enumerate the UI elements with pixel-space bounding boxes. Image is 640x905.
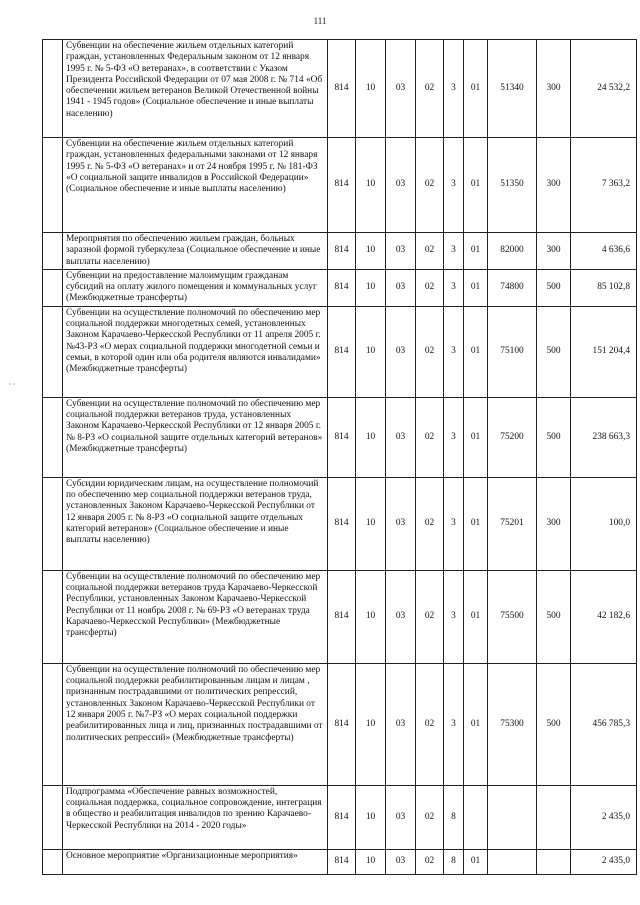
amount: 238 663,3 <box>571 397 637 477</box>
table-row <box>43 785 637 849</box>
row-name: Субвенции на осуществление полномочий по обеспечению мер социальной поддержки ветеранов труда Карачаево-Черкесской Республики, установленных Законом Карачаево-Черкесской Республики от 11 ноябрь 2008 г. № 69-РЗ «О ветеранах труда Карачаево-Черкесской Республики» (Межбюджетные трансферты) <box>63 570 328 663</box>
expense-type-code: 500 <box>537 570 571 663</box>
subsection-code: 03 <box>386 269 416 306</box>
budget-table <box>42 39 637 875</box>
subprogram-code: 3 <box>444 663 464 785</box>
section-code: 10 <box>356 233 386 270</box>
event-code: 01 <box>464 663 488 785</box>
table-row <box>43 138 637 233</box>
ministry-code: 814 <box>328 306 356 397</box>
expense-type-code: 300 <box>537 233 571 270</box>
expense-type-code: 300 <box>537 477 571 570</box>
direction-code: 75100 <box>488 306 537 397</box>
program-code: 02 <box>416 785 444 849</box>
row-stub-cell <box>43 138 63 233</box>
event-code <box>464 785 488 849</box>
ministry-code: 814 <box>328 849 356 874</box>
row-name: Субвенции на обеспечение жильем отдельных категорий граждан, установленных Федеральным законом от 12 января 1995 г. № 5-ФЗ «О ветеранах», в соответствии с Указом Президента Российской Федерации от 07 мая 2008 г. № 714 «Об обеспечении жильем ветеранов Великой Отечественной войны 1941 - 1945 годов» (Социальное обеспечение и иные выплаты населению) <box>63 40 328 138</box>
subprogram-code: 3 <box>444 269 464 306</box>
row-stub-cell <box>43 40 63 138</box>
expense-type-code: 500 <box>537 663 571 785</box>
subsection-code: 03 <box>386 40 416 138</box>
row-name: Мероприятия по обеспечению жильем граждан, больных заразной формой туберкулеза (Социальное обеспечение и иные выплаты населению) <box>63 233 328 270</box>
section-code: 10 <box>356 138 386 233</box>
subsection-code: 03 <box>386 477 416 570</box>
direction-code <box>488 849 537 874</box>
section-code: 10 <box>356 40 386 138</box>
row-name: Основное мероприятие «Организационные мероприятия» <box>63 849 328 874</box>
row-stub-cell <box>43 477 63 570</box>
event-code: 01 <box>464 397 488 477</box>
program-code: 02 <box>416 397 444 477</box>
subsection-code: 03 <box>386 663 416 785</box>
row-stub-cell <box>43 233 63 270</box>
event-code: 01 <box>464 138 488 233</box>
ministry-code: 814 <box>328 663 356 785</box>
subsection-code: 03 <box>386 138 416 233</box>
subprogram-code: 3 <box>444 397 464 477</box>
direction-code: 82000 <box>488 233 537 270</box>
subprogram-code: 3 <box>444 570 464 663</box>
subprogram-code: 3 <box>444 40 464 138</box>
program-code: 02 <box>416 477 444 570</box>
subsection-code: 03 <box>386 570 416 663</box>
amount: 151 204,4 <box>571 306 637 397</box>
section-code: 10 <box>356 477 386 570</box>
section-code: 10 <box>356 663 386 785</box>
direction-code: 75500 <box>488 570 537 663</box>
section-code: 10 <box>356 269 386 306</box>
section-code: 10 <box>356 397 386 477</box>
page-number: 111 <box>313 16 327 26</box>
table-row <box>43 570 637 663</box>
ministry-code: 814 <box>328 138 356 233</box>
table-body <box>43 40 637 875</box>
ministry-code: 814 <box>328 397 356 477</box>
table-row <box>43 849 637 874</box>
subprogram-code: 8 <box>444 849 464 874</box>
subprogram-code: 3 <box>444 138 464 233</box>
row-stub-cell <box>43 397 63 477</box>
section-code: 10 <box>356 306 386 397</box>
program-code: 02 <box>416 269 444 306</box>
row-stub-cell <box>43 785 63 849</box>
row-name: Субвенции на осуществление полномочий по обеспечению мер социальной поддержки многодетных семей, установленных Законом Карачаево-Черкесской Республики от 11 апреля 2005 г. №43-РЗ «О мерах социальной поддержки многодетной семьи и семьи, в которой один или оба родителя являются инвалидами» (Межбюджетные трансферты) <box>63 306 328 397</box>
amount: 2 435,0 <box>571 849 637 874</box>
subsection-code: 03 <box>386 785 416 849</box>
table-row <box>43 397 637 477</box>
section-code: 10 <box>356 849 386 874</box>
table-row <box>43 306 637 397</box>
direction-code: 74800 <box>488 269 537 306</box>
section-code: 10 <box>356 785 386 849</box>
ministry-code: 814 <box>328 233 356 270</box>
amount: 456 785,3 <box>571 663 637 785</box>
row-stub-cell <box>43 269 63 306</box>
expense-type-code <box>537 849 571 874</box>
amount: 85 102,8 <box>571 269 637 306</box>
program-code: 02 <box>416 306 444 397</box>
expense-type-code: 300 <box>537 40 571 138</box>
table-row <box>43 663 637 785</box>
amount: 100,0 <box>571 477 637 570</box>
program-code: 02 <box>416 40 444 138</box>
amount: 42 182,6 <box>571 570 637 663</box>
expense-type-code: 500 <box>537 269 571 306</box>
table-row <box>43 477 637 570</box>
row-stub-cell <box>43 849 63 874</box>
row-stub-cell <box>43 306 63 397</box>
direction-code: 51340 <box>488 40 537 138</box>
subprogram-code: 3 <box>444 306 464 397</box>
row-name: Субсидии юридическим лицам, на осуществление полномочий по обеспечению мер социальной поддержки ветеранов труда, установленных Законом Карачаево-Черкесской Республики от 12 января 2005 г. № 8-РЗ «О социальной защите отдельных категорий ветеранов» (Социальное обеспечение и иные выплаты населению) <box>63 477 328 570</box>
event-code: 01 <box>464 40 488 138</box>
amount: 24 532,2 <box>571 40 637 138</box>
program-code: 02 <box>416 663 444 785</box>
scan-mark: · · <box>8 380 16 389</box>
expense-type-code: 500 <box>537 306 571 397</box>
event-code: 01 <box>464 477 488 570</box>
program-code: 02 <box>416 138 444 233</box>
direction-code <box>488 785 537 849</box>
program-code: 02 <box>416 849 444 874</box>
row-stub-cell <box>43 570 63 663</box>
ministry-code: 814 <box>328 269 356 306</box>
amount: 2 435,0 <box>571 785 637 849</box>
expense-type-code: 500 <box>537 397 571 477</box>
row-name: Субвенции на предоставление малоимущим гражданам субсидий на оплату жилого помещения и коммунальных услуг (Межбюджетные трансферты) <box>63 269 328 306</box>
subsection-code: 03 <box>386 306 416 397</box>
event-code: 01 <box>464 570 488 663</box>
event-code: 01 <box>464 849 488 874</box>
direction-code: 51350 <box>488 138 537 233</box>
subprogram-code: 3 <box>444 233 464 270</box>
row-name: Субвенции на осуществление полномочий по обеспечению мер социальной поддержки ветеранов труда, установленных Законом Карачаево-Черкесской Республики от 12 января 2005 г. № 8-РЗ «О социальной защите отдельных категорий ветеранов» (Межбюджетные трансферты) <box>63 397 328 477</box>
direction-code: 75300 <box>488 663 537 785</box>
event-code: 01 <box>464 269 488 306</box>
subsection-code: 03 <box>386 233 416 270</box>
subsection-code: 03 <box>386 397 416 477</box>
expense-type-code: 300 <box>537 138 571 233</box>
table-row <box>43 233 637 270</box>
amount: 7 363,2 <box>571 138 637 233</box>
section-code: 10 <box>356 570 386 663</box>
table-row <box>43 40 637 138</box>
direction-code: 75200 <box>488 397 537 477</box>
program-code: 02 <box>416 233 444 270</box>
subsection-code: 03 <box>386 849 416 874</box>
subprogram-code: 8 <box>444 785 464 849</box>
row-stub-cell <box>43 663 63 785</box>
ministry-code: 814 <box>328 40 356 138</box>
ministry-code: 814 <box>328 785 356 849</box>
event-code: 01 <box>464 306 488 397</box>
subprogram-code: 3 <box>444 477 464 570</box>
amount: 4 636,6 <box>571 233 637 270</box>
row-name: Подпрограмма «Обеспечение равных возможностей, социальная поддержка, социальное сопровождение, интеграция в общество и реабилитация инвалидов по зрению Карачаево-Черкесской Республики на 2014 - 2020 годы» <box>63 785 328 849</box>
expense-type-code <box>537 785 571 849</box>
ministry-code: 814 <box>328 570 356 663</box>
table-row <box>43 269 637 306</box>
row-name: Субвенции на обеспечение жильем отдельных категорий граждан, установленных федеральными законами от 12 января 1995 г. № 5-ФЗ «О ветеранах» и от 24 ноября 1995 г. № 181-ФЗ «О социальной защите инвалидов в Российской Федерации» (Социальное обеспечение и иные выплаты населению) <box>63 138 328 233</box>
ministry-code: 814 <box>328 477 356 570</box>
row-name: Субвенции на осуществление полномочий по обеспечению мер социальной поддержки реабилитированным лицам и лицам , признанным пострадавшими от политических репрессий, установленных Законом Карачаево-Черкесской Республики от 12 января 2005 г. №7-РЗ «О мерах социальной поддержки реабилитированных лица и лиц, признанных пострадавшими от политических репрессий» (Межбюджетные трансферты) <box>63 663 328 785</box>
program-code: 02 <box>416 570 444 663</box>
event-code: 01 <box>464 233 488 270</box>
direction-code: 75201 <box>488 477 537 570</box>
